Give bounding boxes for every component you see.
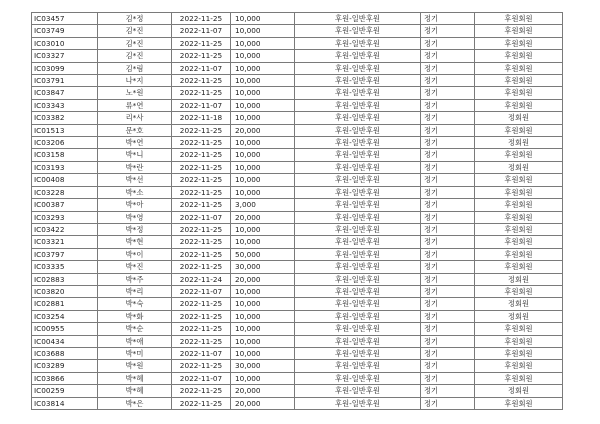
donation-type-cell: 후원-일반후원 <box>295 87 421 99</box>
table-row <box>32 149 563 161</box>
donation-amount-cell: 10,000 <box>231 186 295 198</box>
donation-date-cell: 2022-11-25 <box>172 37 231 49</box>
donor-name-cell: 박*란 <box>98 161 172 173</box>
donation-type-cell: 후원-일반후원 <box>295 199 421 211</box>
donor-name-cell: 박*이 <box>98 248 172 260</box>
donor-name-cell: 김*진 <box>98 25 172 37</box>
donation-date-cell: 2022-11-25 <box>172 174 231 186</box>
donation-type-cell: 후원-일반후원 <box>295 372 421 384</box>
table-row <box>32 385 563 397</box>
donation-date-cell: 2022-11-25 <box>172 261 231 273</box>
donation-frequency-cell: 정기 <box>421 199 475 211</box>
table-row <box>32 360 563 372</box>
donation-type-cell: 후원-일반후원 <box>295 223 421 235</box>
table-row <box>32 25 563 37</box>
donation-amount-cell: 10,000 <box>231 75 295 87</box>
member-grade-cell: 후원회원 <box>475 211 563 223</box>
table-row <box>32 372 563 384</box>
table-row <box>32 186 563 198</box>
donation-date-cell: 2022-11-25 <box>172 149 231 161</box>
donor-id-cell: IC03749 <box>32 25 98 37</box>
donor-id-cell: IC03422 <box>32 223 98 235</box>
donor-id-cell: IC01513 <box>32 124 98 136</box>
donor-id-cell: IC03382 <box>32 112 98 124</box>
donor-id-cell: IC03206 <box>32 137 98 149</box>
donation-date-cell: 2022-11-25 <box>172 137 231 149</box>
table-row <box>32 199 563 211</box>
donor-id-cell: IC03688 <box>32 347 98 359</box>
member-grade-cell: 후원회원 <box>475 124 563 136</box>
member-grade-cell: 후원회원 <box>475 248 563 260</box>
member-grade-cell: 정회원 <box>475 273 563 285</box>
donor-id-cell: IC03866 <box>32 372 98 384</box>
donation-frequency-cell: 정기 <box>421 223 475 235</box>
donation-frequency-cell: 정기 <box>421 99 475 111</box>
donation-type-cell: 후원-일반후원 <box>295 335 421 347</box>
donation-frequency-cell: 정기 <box>421 261 475 273</box>
donation-type-cell: 후원-일반후원 <box>295 174 421 186</box>
table-row <box>32 124 563 136</box>
donor-id-cell: IC02881 <box>32 298 98 310</box>
donation-amount-cell: 20,000 <box>231 397 295 409</box>
donation-frequency-cell: 정기 <box>421 25 475 37</box>
donor-id-cell: IC03193 <box>32 161 98 173</box>
table-row <box>32 323 563 335</box>
donation-date-cell: 2022-11-25 <box>172 298 231 310</box>
donation-type-cell: 후원-일반후원 <box>295 248 421 260</box>
donor-name-cell: 김*진 <box>98 37 172 49</box>
donation-frequency-cell: 정기 <box>421 87 475 99</box>
donation-frequency-cell: 정기 <box>421 248 475 260</box>
donation-frequency-cell: 정기 <box>421 149 475 161</box>
donation-amount-cell: 30,000 <box>231 360 295 372</box>
member-grade-cell: 후원회원 <box>475 186 563 198</box>
donor-name-cell: 박*순 <box>98 323 172 335</box>
table-row <box>32 285 563 297</box>
donation-amount-cell: 10,000 <box>231 87 295 99</box>
member-grade-cell: 후원회원 <box>475 372 563 384</box>
donation-date-cell: 2022-11-25 <box>172 223 231 235</box>
donation-amount-cell: 10,000 <box>231 236 295 248</box>
donor-name-cell: 박*연 <box>98 137 172 149</box>
donation-type-cell: 후원-일반후원 <box>295 273 421 285</box>
donation-type-cell: 후원-일반후원 <box>295 112 421 124</box>
member-grade-cell: 후원회원 <box>475 174 563 186</box>
donation-amount-cell: 10,000 <box>231 347 295 359</box>
donation-frequency-cell: 정기 <box>421 124 475 136</box>
donation-type-cell: 후원-일반후원 <box>295 385 421 397</box>
donor-id-cell: IC03814 <box>32 397 98 409</box>
donor-name-cell: 박*숙 <box>98 298 172 310</box>
donation-amount-cell: 3,000 <box>231 199 295 211</box>
donation-date-cell: 2022-11-25 <box>172 397 231 409</box>
donation-frequency-cell: 정기 <box>421 385 475 397</box>
table-body <box>32 13 563 410</box>
donation-type-cell: 후원-일반후원 <box>295 50 421 62</box>
donor-id-cell: IC03335 <box>32 261 98 273</box>
member-grade-cell: 후원회원 <box>475 323 563 335</box>
member-grade-cell: 정회원 <box>475 385 563 397</box>
donation-frequency-cell: 정기 <box>421 236 475 248</box>
donation-date-cell: 2022-11-25 <box>172 323 231 335</box>
donation-records-sheet <box>31 12 562 410</box>
donation-type-cell: 후원-일반후원 <box>295 347 421 359</box>
table-row <box>32 137 563 149</box>
donor-id-cell: IC03791 <box>32 75 98 87</box>
donation-date-cell: 2022-11-25 <box>172 385 231 397</box>
donation-date-cell: 2022-11-25 <box>172 186 231 198</box>
donation-type-cell: 후원-일반후원 <box>295 124 421 136</box>
member-grade-cell: 후원회원 <box>475 335 563 347</box>
donor-name-cell: 박*혜 <box>98 372 172 384</box>
donor-id-cell: IC03457 <box>32 13 98 25</box>
donation-type-cell: 후원-일반후원 <box>295 149 421 161</box>
member-grade-cell: 후원회원 <box>475 62 563 74</box>
table-row <box>32 87 563 99</box>
donation-date-cell: 2022-11-24 <box>172 273 231 285</box>
donation-amount-cell: 20,000 <box>231 124 295 136</box>
member-grade-cell: 후원회원 <box>475 261 563 273</box>
table-row <box>32 310 563 322</box>
donation-frequency-cell: 정기 <box>421 50 475 62</box>
table-row <box>32 37 563 49</box>
member-grade-cell: 후원회원 <box>475 285 563 297</box>
table-row <box>32 335 563 347</box>
donation-date-cell: 2022-11-25 <box>172 75 231 87</box>
donor-name-cell: 박*리 <box>98 285 172 297</box>
donor-id-cell: IC03327 <box>32 50 98 62</box>
donation-type-cell: 후원-일반후원 <box>295 161 421 173</box>
donor-id-cell: IC00408 <box>32 174 98 186</box>
donor-name-cell: 박*혜 <box>98 385 172 397</box>
donation-type-cell: 후원-일반후원 <box>295 137 421 149</box>
donor-id-cell: IC03847 <box>32 87 98 99</box>
member-grade-cell: 정회원 <box>475 161 563 173</box>
donor-name-cell: 박*니 <box>98 149 172 161</box>
donor-id-cell: IC02883 <box>32 273 98 285</box>
donation-frequency-cell: 정기 <box>421 75 475 87</box>
member-grade-cell: 정회원 <box>475 298 563 310</box>
member-grade-cell: 후원회원 <box>475 236 563 248</box>
member-grade-cell: 후원회원 <box>475 87 563 99</box>
donation-type-cell: 후원-일반후원 <box>295 37 421 49</box>
donation-date-cell: 2022-11-07 <box>172 372 231 384</box>
donor-id-cell: IC03289 <box>32 360 98 372</box>
member-grade-cell: 후원회원 <box>475 360 563 372</box>
donation-amount-cell: 10,000 <box>231 112 295 124</box>
donor-name-cell: 김*정 <box>98 13 172 25</box>
donor-name-cell: 류*연 <box>98 99 172 111</box>
donation-amount-cell: 20,000 <box>231 273 295 285</box>
donation-type-cell: 후원-일반후원 <box>295 360 421 372</box>
table-row <box>32 347 563 359</box>
donor-name-cell: 문*호 <box>98 124 172 136</box>
table-row <box>32 99 563 111</box>
member-grade-cell: 후원회원 <box>475 25 563 37</box>
donation-frequency-cell: 정기 <box>421 211 475 223</box>
member-grade-cell: 정회원 <box>475 112 563 124</box>
member-grade-cell: 후원회원 <box>475 397 563 409</box>
donation-frequency-cell: 정기 <box>421 13 475 25</box>
donation-frequency-cell: 정기 <box>421 112 475 124</box>
donor-name-cell: 박*애 <box>98 335 172 347</box>
member-grade-cell: 후원회원 <box>475 99 563 111</box>
donation-amount-cell: 10,000 <box>231 25 295 37</box>
table-row <box>32 161 563 173</box>
table-row <box>32 298 563 310</box>
donor-name-cell: 박*원 <box>98 360 172 372</box>
donation-amount-cell: 20,000 <box>231 211 295 223</box>
member-grade-cell: 후원회원 <box>475 223 563 235</box>
donation-type-cell: 후원-일반후원 <box>295 13 421 25</box>
donation-table <box>31 12 563 410</box>
donation-amount-cell: 10,000 <box>231 13 295 25</box>
donor-name-cell: 박*주 <box>98 273 172 285</box>
donor-name-cell: 박*미 <box>98 347 172 359</box>
donor-id-cell: IC03293 <box>32 211 98 223</box>
donation-type-cell: 후원-일반후원 <box>295 323 421 335</box>
member-grade-cell: 후원회원 <box>475 75 563 87</box>
donation-frequency-cell: 정기 <box>421 372 475 384</box>
donation-amount-cell: 50,000 <box>231 248 295 260</box>
donor-name-cell: 박*영 <box>98 211 172 223</box>
table-row <box>32 62 563 74</box>
donation-frequency-cell: 정기 <box>421 335 475 347</box>
member-grade-cell: 후원회원 <box>475 149 563 161</box>
donor-name-cell: 나*지 <box>98 75 172 87</box>
donor-name-cell: 노*원 <box>98 87 172 99</box>
table-row <box>32 50 563 62</box>
donation-date-cell: 2022-11-07 <box>172 347 231 359</box>
table-row <box>32 236 563 248</box>
donor-name-cell: 박*진 <box>98 261 172 273</box>
donation-frequency-cell: 정기 <box>421 347 475 359</box>
member-grade-cell: 후원회원 <box>475 199 563 211</box>
donor-name-cell: 박*현 <box>98 236 172 248</box>
donor-name-cell: 박*화 <box>98 310 172 322</box>
donation-type-cell: 후원-일반후원 <box>295 285 421 297</box>
donation-amount-cell: 10,000 <box>231 50 295 62</box>
donation-date-cell: 2022-11-25 <box>172 360 231 372</box>
table-row <box>32 75 563 87</box>
donation-amount-cell: 10,000 <box>231 323 295 335</box>
donor-id-cell: IC03099 <box>32 62 98 74</box>
donation-frequency-cell: 정기 <box>421 62 475 74</box>
donor-id-cell: IC03321 <box>32 236 98 248</box>
donation-type-cell: 후원-일반후원 <box>295 298 421 310</box>
donation-date-cell: 2022-11-07 <box>172 62 231 74</box>
member-grade-cell: 후원회원 <box>475 37 563 49</box>
donor-name-cell: 김*진 <box>98 50 172 62</box>
donation-frequency-cell: 정기 <box>421 298 475 310</box>
donor-name-cell: 리*사 <box>98 112 172 124</box>
donation-amount-cell: 10,000 <box>231 37 295 49</box>
donation-frequency-cell: 정기 <box>421 323 475 335</box>
donation-date-cell: 2022-11-25 <box>172 13 231 25</box>
donation-type-cell: 후원-일반후원 <box>295 397 421 409</box>
donation-date-cell: 2022-11-25 <box>172 87 231 99</box>
donation-date-cell: 2022-11-25 <box>172 161 231 173</box>
donation-frequency-cell: 정기 <box>421 310 475 322</box>
donor-name-cell: 박*아 <box>98 199 172 211</box>
donation-frequency-cell: 정기 <box>421 186 475 198</box>
donation-date-cell: 2022-11-25 <box>172 199 231 211</box>
donor-id-cell: IC03797 <box>32 248 98 260</box>
donation-amount-cell: 10,000 <box>231 298 295 310</box>
table-row <box>32 223 563 235</box>
donation-date-cell: 2022-11-25 <box>172 124 231 136</box>
donation-type-cell: 후원-일반후원 <box>295 261 421 273</box>
donation-amount-cell: 10,000 <box>231 310 295 322</box>
donation-type-cell: 후원-일반후원 <box>295 310 421 322</box>
member-grade-cell: 정회원 <box>475 310 563 322</box>
member-grade-cell: 정회원 <box>475 137 563 149</box>
member-grade-cell: 후원회원 <box>475 50 563 62</box>
donation-amount-cell: 10,000 <box>231 174 295 186</box>
donation-amount-cell: 10,000 <box>231 223 295 235</box>
donor-name-cell: 박*소 <box>98 186 172 198</box>
donor-id-cell: IC00955 <box>32 323 98 335</box>
donation-date-cell: 2022-11-25 <box>172 335 231 347</box>
donation-date-cell: 2022-11-07 <box>172 99 231 111</box>
table-row <box>32 13 563 25</box>
donation-type-cell: 후원-일반후원 <box>295 62 421 74</box>
donation-type-cell: 후원-일반후원 <box>295 236 421 248</box>
donation-type-cell: 후원-일반후원 <box>295 99 421 111</box>
donation-amount-cell: 10,000 <box>231 161 295 173</box>
donation-amount-cell: 10,000 <box>231 372 295 384</box>
donation-date-cell: 2022-11-25 <box>172 236 231 248</box>
donation-frequency-cell: 정기 <box>421 161 475 173</box>
table-row <box>32 397 563 409</box>
member-grade-cell: 후원회원 <box>475 347 563 359</box>
donation-type-cell: 후원-일반후원 <box>295 75 421 87</box>
donation-date-cell: 2022-11-18 <box>172 112 231 124</box>
donor-id-cell: IC03820 <box>32 285 98 297</box>
donation-date-cell: 2022-11-07 <box>172 25 231 37</box>
donation-type-cell: 후원-일반후원 <box>295 211 421 223</box>
donor-name-cell: 김*림 <box>98 62 172 74</box>
donation-amount-cell: 30,000 <box>231 261 295 273</box>
donor-name-cell: 박*은 <box>98 397 172 409</box>
donation-type-cell: 후원-일반후원 <box>295 186 421 198</box>
donor-id-cell: IC00434 <box>32 335 98 347</box>
donation-type-cell: 후원-일반후원 <box>295 25 421 37</box>
donation-frequency-cell: 정기 <box>421 397 475 409</box>
donor-id-cell: IC03254 <box>32 310 98 322</box>
donation-amount-cell: 10,000 <box>231 137 295 149</box>
donation-frequency-cell: 정기 <box>421 174 475 186</box>
donation-frequency-cell: 정기 <box>421 273 475 285</box>
table-row <box>32 174 563 186</box>
member-grade-cell: 후원회원 <box>475 13 563 25</box>
donation-frequency-cell: 정기 <box>421 37 475 49</box>
donation-amount-cell: 10,000 <box>231 149 295 161</box>
donation-amount-cell: 20,000 <box>231 385 295 397</box>
donation-frequency-cell: 정기 <box>421 285 475 297</box>
donation-amount-cell: 10,000 <box>231 285 295 297</box>
donor-name-cell: 박*정 <box>98 223 172 235</box>
table-row <box>32 273 563 285</box>
donation-amount-cell: 10,000 <box>231 62 295 74</box>
donor-name-cell: 박*선 <box>98 174 172 186</box>
donation-date-cell: 2022-11-25 <box>172 310 231 322</box>
donation-date-cell: 2022-11-25 <box>172 50 231 62</box>
table-row <box>32 248 563 260</box>
donor-id-cell: IC00387 <box>32 199 98 211</box>
donation-frequency-cell: 정기 <box>421 137 475 149</box>
donation-date-cell: 2022-11-07 <box>172 285 231 297</box>
donation-frequency-cell: 정기 <box>421 360 475 372</box>
donor-id-cell: IC03228 <box>32 186 98 198</box>
donor-id-cell: IC00259 <box>32 385 98 397</box>
table-row <box>32 112 563 124</box>
donor-id-cell: IC03010 <box>32 37 98 49</box>
donor-id-cell: IC03158 <box>32 149 98 161</box>
donation-amount-cell: 10,000 <box>231 335 295 347</box>
table-row <box>32 211 563 223</box>
donation-date-cell: 2022-11-07 <box>172 211 231 223</box>
donor-id-cell: IC03343 <box>32 99 98 111</box>
table-row <box>32 261 563 273</box>
donation-amount-cell: 10,000 <box>231 99 295 111</box>
donation-date-cell: 2022-11-25 <box>172 248 231 260</box>
